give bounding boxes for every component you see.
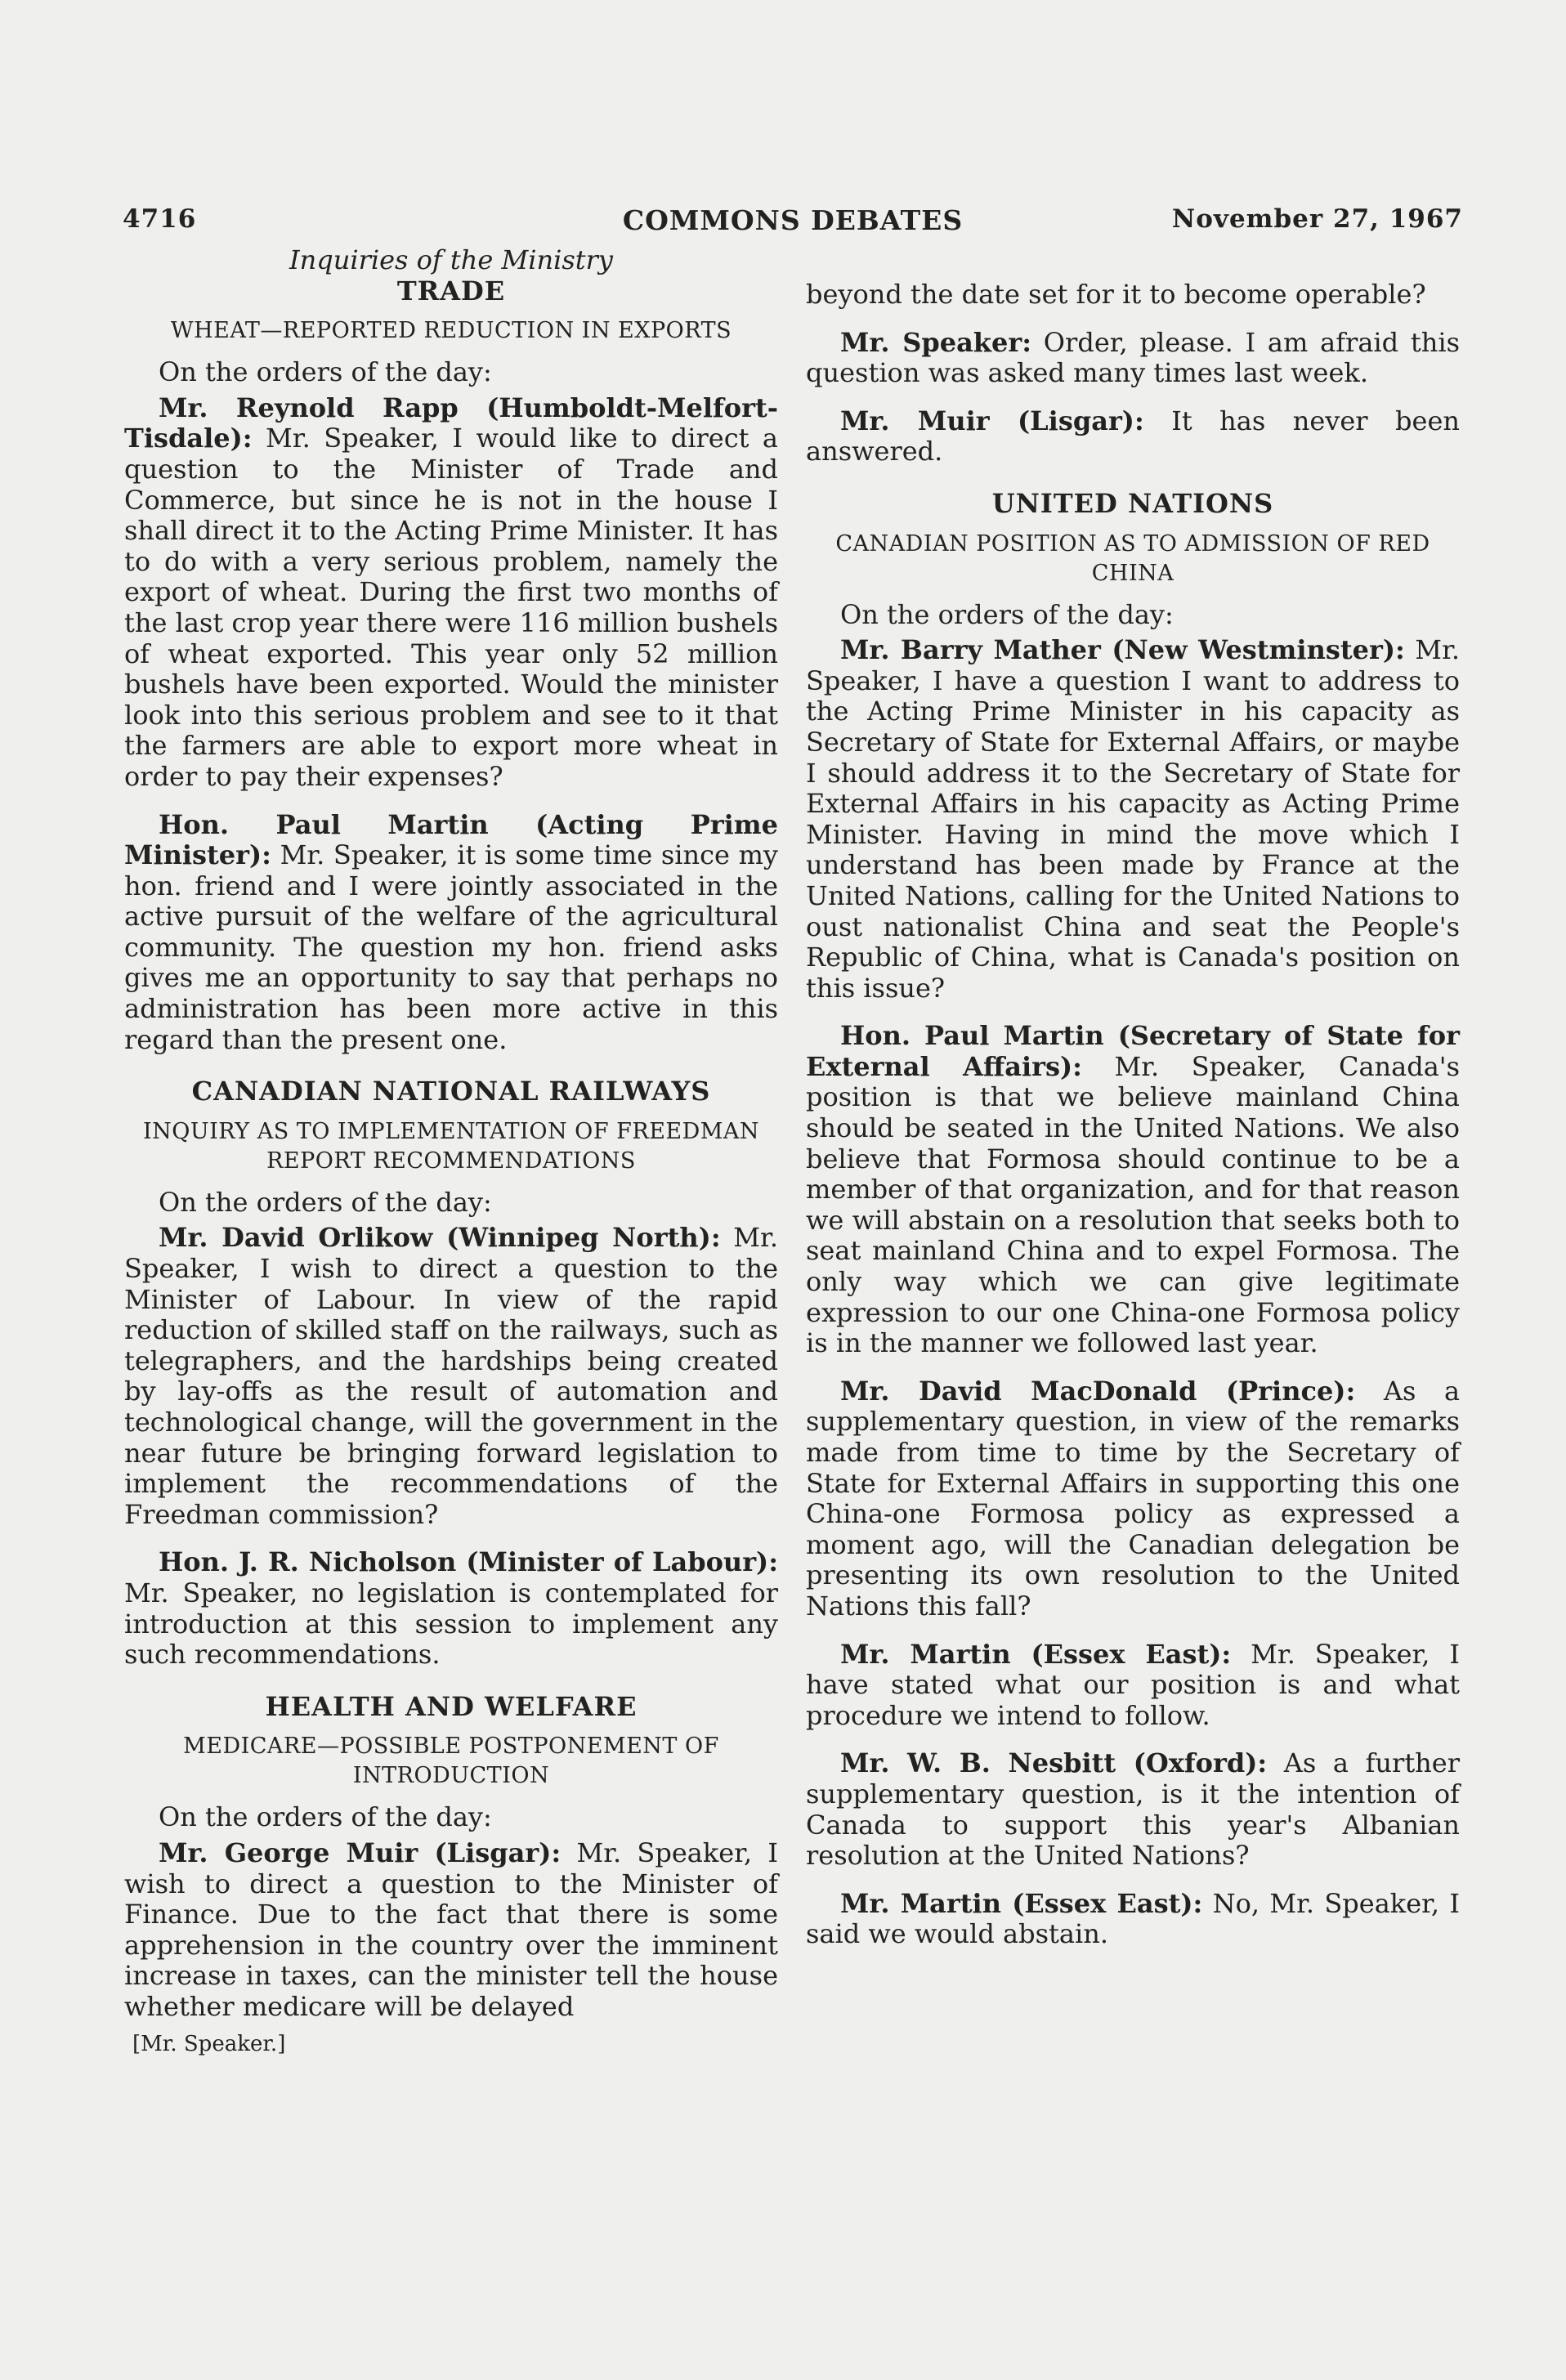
speech-text: As a further supplementary question, is it the intention of Canada to support this year's Albanian resolution at the United Nations? [806,1747,1461,1872]
speech-text: Mr. Speaker, Canada's position is that we believe mainland China should be seated in the United Nations. We also believe that Formosa should continue to be a member of that organization, and for that reason we will abstain on a resolution that seeks both to seat mainland China and to expel Formosa. The only way which we can give legitimate expression to our one China-one Formosa policy is in the manner we followed last year. [806,1050,1461,1359]
subheading-freedman-report: INQUIRY AS TO IMPLEMENTATION OF FREEDMAN REPORT RECOMMENDATIONS [142,1118,760,1174]
speaker-name: Mr. David Orlikow (Winnipeg North): [159,1222,721,1254]
left-column [124,245,778,2060]
speech-martin-acting-pm [124,810,778,1056]
page-header [123,204,1463,245]
heading-health-welfare: HEALTH AND WELFARE [265,1690,638,1722]
speech-text: No, Mr. Speaker, I said we would abstain. [806,1887,1461,1950]
speaker-name: Mr. Reynold Rapp (Humboldt-Melfort-Tisdale): [124,391,778,454]
speech-martin-essex-1 [806,1640,1460,1732]
speech-speaker [806,328,1460,389]
subheading-wheat-exports: WHEAT—REPORTED REDUCTION IN EXPORTS [170,318,732,344]
speech-text: Order, please. I am afraid this question was asked many times last week. [806,326,1461,389]
subheading-medicare: MEDICARE—POSSIBLE POSTPONEMENT OF INTRODUCTION [183,1734,719,1789]
orders-of-the-day: On the orders of the day: [159,1186,492,1218]
heading-cnr: CANADIAN NATIONAL RAILWAYS [191,1076,711,1107]
right-column [806,280,1460,1967]
page-number: 4716 [123,204,197,234]
subheading-red-china: CANADIAN POSITION AS TO ADMISSION OF RED CHINA [835,530,1430,586]
speech-text: Mr. Speaker, it is some time since my hon. friend and I were jointly associated in the active pursuit of the welfare of the agricultural community. The question my hon. friend asks gives me an opportunity to say that perhaps no administration has been more active in this regard than the present one. [124,839,779,1055]
publication-title: COMMONS DEBATES [622,204,964,236]
speaker-name: Hon. J. R. Nicholson (Minister of Labour): [159,1546,778,1578]
speech-orlikow [124,1223,778,1530]
speech-mather [806,635,1460,1004]
orders-of-the-day: On the orders of the day: [159,356,492,388]
speaker-name: Mr. Speaker: [840,326,1032,358]
speech-muir-2 [806,406,1460,468]
speech-text: Mr. Speaker, I wish to direct a question to the Minister of Finance. Due to the fact that there is some apprehension in the country over the imminent increase in taxes, can the minister tell the house whether medicare will be delayed [124,1836,779,2022]
speaker-name: Mr. W. B. Nesbitt (Oxford): [840,1747,1268,1779]
speaker-name: Hon. Paul Martin (Acting Prime Minister): [124,808,778,871]
speech-text: Mr. Speaker, I wish to direct a question to the Minister of Labour. In view of the rapid reduction of skilled staff on the railways, such as telegraphers, and the hardships being created by lay-offs as the result of automation and technological change, will the government in the near future be bringing forward legislation to implement the recommendations of the Freedman commission? [124,1222,778,1530]
speech-nicholson [124,1547,778,1670]
speaker-name: Mr. Martin (Essex East): [840,1638,1232,1670]
orders-of-the-day: On the orders of the day: [840,598,1174,630]
speech-text: Mr. Speaker, no legislation is contemplated for introduction at this session to implement any such recommendations. [124,1577,778,1671]
speech-martin-essex-2 [806,1889,1460,1950]
orders-of-the-day: On the orders of the day: [159,1801,492,1833]
heading-trade: TRADE [396,275,506,306]
speech-continuation: beyond the date set for it to become operable? [806,279,1426,310]
speech-rapp [124,393,778,793]
heading-united-nations: UNITED NATIONS [991,487,1274,519]
speaker-name: Mr. Martin (Essex East): [840,1887,1203,1919]
speaker-name: Mr. Barry Mather (New Westminster): [840,634,1405,666]
speech-text: Mr. Speaker, I would like to direct a question to the Minister of Trade and Commerce, but since he is not in the house I shall direct it to the Acting Prime Minister. It has to do with a very serious problem, namely the export of wheat. During the first two months of the last crop year there were 116 million bushels of wheat exported. This year only 52 million bushels have been exported. Would the minister look into this serious problem and see to it that the farmers are able to export more wheat in order to pay their expenses? [124,423,779,792]
speaker-name: Mr. Muir (Lisgar): [840,405,1144,436]
speech-text: As a supplementary question, in view of the remarks made from time to time by the Secretary of State for External Affairs in supporting this one China-one Formosa policy as expressed a moment ago, will the Canadian delegation be presenting its own resolution to the United Nations this fall? [806,1375,1461,1622]
speech-text: It has never been answered. [806,405,1461,468]
speech-muir [124,1838,778,2023]
speech-martin-external [806,1021,1460,1359]
footnote: [Mr. Speaker.] [132,2031,286,2056]
speaker-name: Hon. Paul Martin (Secretary of State for External Affairs): [806,1020,1460,1082]
speaker-name: Mr. George Muir (Lisgar): [159,1836,562,1868]
speech-nesbitt [806,1748,1460,1871]
speaker-name: Mr. David MacDonald (Prince): [840,1375,1356,1407]
speech-macdonald [806,1376,1460,1622]
speech-text: Mr. Speaker, I have stated what our position is and what procedure we intend to follow. [806,1638,1461,1731]
section-topic: Inquiries of the Ministry [289,244,613,275]
speech-text: Mr. Speaker, I have a question I want to address to the Acting Prime Minister in his capacity as Secretary of State for External Affairs, or maybe I should address it to the Secretary of State for External Affairs in his capacity as Acting Prime Minister. Having in mind the move which I understand has been made by France at the United Nations, calling for the United Nations to oust nationalist China and seat the People's Republic of China, what is Canada's position on this issue? [806,634,1461,1004]
publication-date: November 27, 1967 [1171,204,1463,234]
